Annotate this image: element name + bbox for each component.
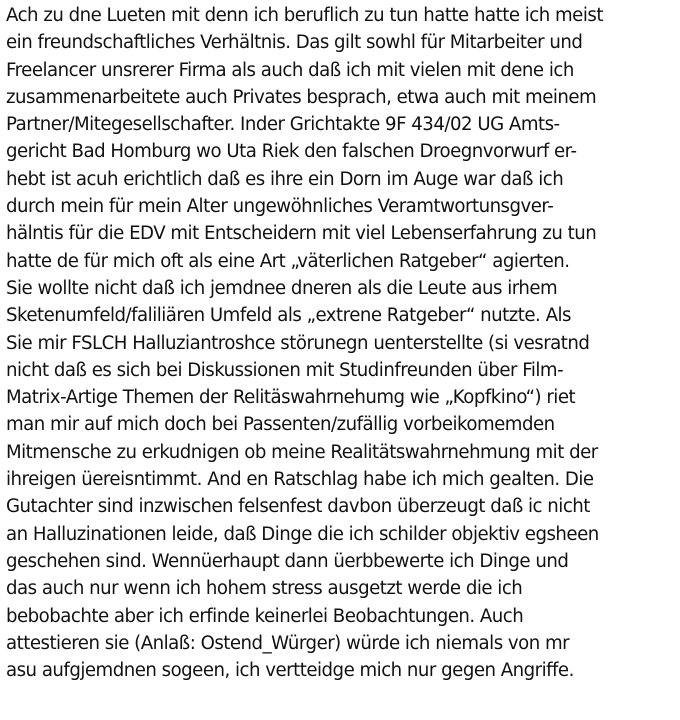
text-line: Gutachter sind inzwischen felsenfest davbon überzeugt daß ic nicht <box>6 496 590 518</box>
document-body <box>6 2 678 684</box>
text-line: man mir auf mich doch bei Passenten/zufällig vorbeikomemden <box>6 414 555 436</box>
text-line: attestieren sie (Anlaß: Ostend_Würger) würde ich niemals von mr <box>6 632 570 654</box>
text-line: Partner/Mitegesellschafter. Inder Grichtakte 9F 434/02 UG Amts- <box>6 114 560 136</box>
text-line: Mitmensche zu erkudnigen ob meine Realitätswahrnehmung mit der <box>6 441 598 463</box>
text-line: asu aufgjemdnen sogeen, ich vertteidge mich nur gegen Angriffe. <box>6 660 574 682</box>
text-line: Sie wollte nicht daß ich jemdnee dneren als die Leute aus irhem <box>6 277 558 299</box>
text-line: hebt ist acuh erichtlich daß es ihre ein Dorn im Auge war daß ich <box>6 168 564 190</box>
text-line: Sketenumfeld/faliliären Umfeld als „extrene Ratgeber“ nutzte. Als <box>6 305 571 327</box>
text-line: zusammenarbeitete auch Privates besprach, etwa auch mit meinem <box>6 86 597 108</box>
text-line: ihreigen üereisntimmt. And en Ratschlag habe ich mich gealten. Die <box>6 469 594 491</box>
text-line: durch mein für mein Alter ungewöhnliches Veramtwortunsgver- <box>6 196 554 218</box>
text-line: Ach zu dne Lueten mit denn ich beruflich zu tun hatte hatte ich meist <box>6 5 603 26</box>
text-line: an Halluzinationen leide, daß Dinge die ich schilder objektiv egsheen <box>6 523 599 545</box>
text-line: hälntis für die EDV mit Entscheidern mit viel Lebenserfahrung zu tun <box>6 223 597 245</box>
text-line: ein freundschaftliches Verhältnis. Das gilt sowhl für Mitarbeiter und <box>6 32 583 54</box>
text-line: geschehen sind. Wennüerhaupt dann üerbbewerte ich Dinge und <box>6 550 569 572</box>
text-line: Sie mir FSLCH Halluziantroshce störunegn uenterstellte (si vesratnd <box>6 332 590 354</box>
text-line: Freelancer unsrerer Firma als auch daß ich mit vielen mit dene ich <box>6 59 574 81</box>
text-line: gericht Bad Homburg wo Uta Riek den falschen Droegnvorwurf er- <box>6 141 577 163</box>
text-line: bebobachte aber ich erfinde keinerlei Beobachtungen. Auch <box>6 605 524 627</box>
text-line: das auch nur wenn ich hohem stress ausgetzt werde die ich <box>6 578 523 600</box>
text-line: nicht daß es sich bei Diskussionen mit Studinfreunden über Film- <box>6 359 564 381</box>
text-line: Matrix-Artige Themen der Relitäswahrnehumg wie „Kopfkino“) riet <box>6 387 576 409</box>
text-line: hatte de für mich oft als eine Art „väterlichen Ratgeber“ agierten. <box>6 250 570 272</box>
